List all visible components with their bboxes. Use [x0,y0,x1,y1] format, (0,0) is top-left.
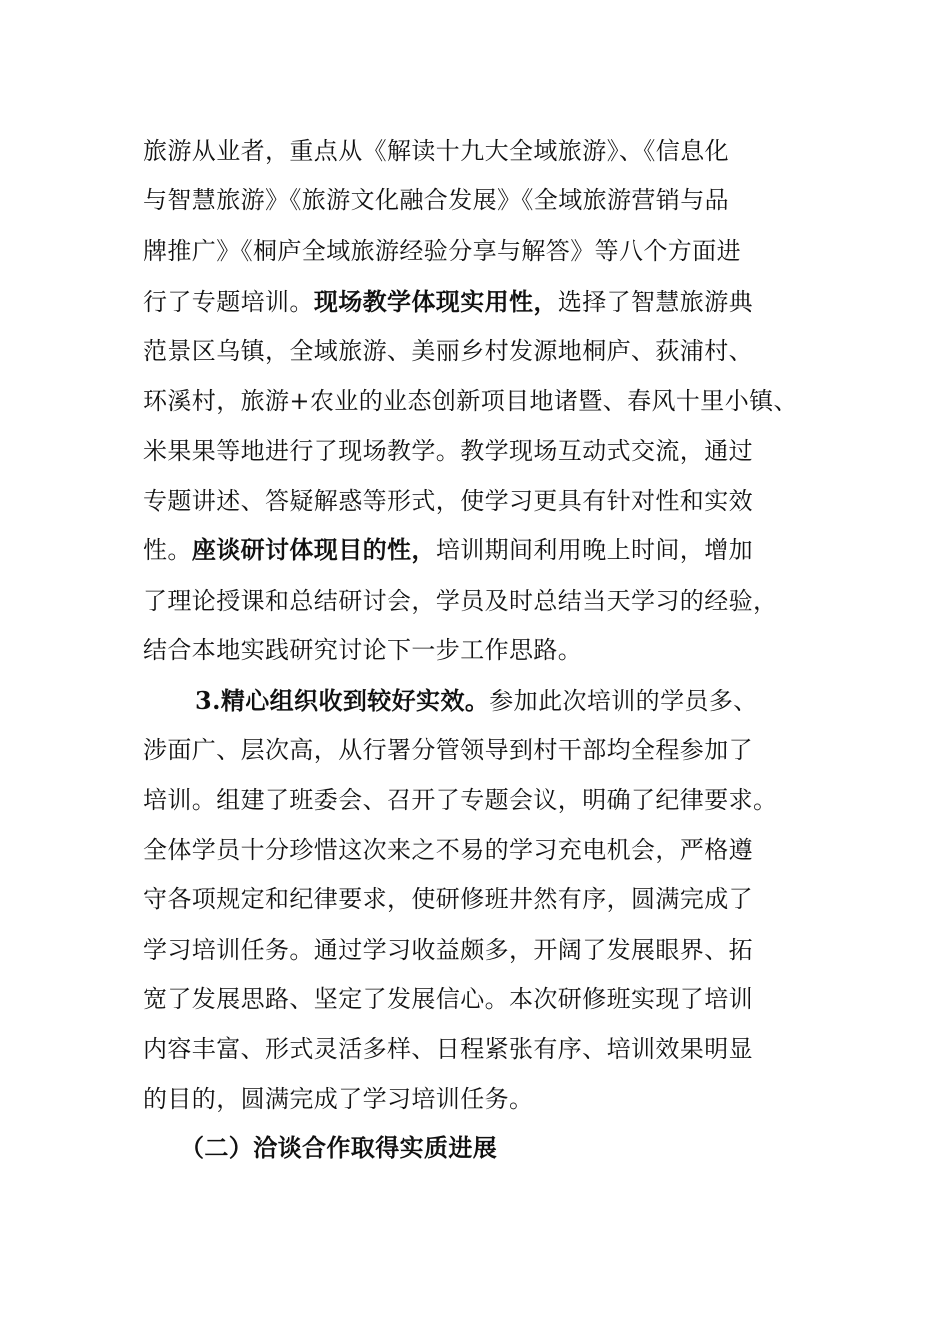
text-run: 专题讲述、答疑解惑等形式，使学习更具有针对性和实效 [143,487,753,515]
text-run: 了理论授课和总结研讨会，学员及时总结当天学习的经验， [143,587,778,615]
text-line [143,783,777,817]
text-line [143,882,753,916]
text-run: 守各项规定和纪律要求，使研修班井然有序，圆满完成了 [143,885,753,913]
text-run: 与智慧旅游》《旅游文化融合发展》《全域旅游营销与品 [143,186,729,214]
text-run: 培训期间利用晚上时间，增加 [435,536,754,564]
text-line [143,633,582,667]
text-line [143,334,753,368]
text-line [143,584,777,618]
section-heading [180,1131,497,1165]
text-run: 范景区乌镇，全域旅游、美丽乡村发源地桐庐、荻浦村、 [143,337,753,365]
text-line [143,1032,753,1066]
text-line [143,982,753,1016]
text-run: 选择了智慧旅游典 [557,288,754,316]
text-run: 全体学员十分珍惜这次来之不易的学习充电机会，严格遵 [143,836,753,864]
text-line [143,434,753,468]
text-line [143,533,753,567]
text-run: 性。 [143,536,192,564]
text-line [195,684,758,718]
text-run: 宽了发展思路、坚定了发展信心。本次研修班实现了培训 [143,985,753,1013]
bold-run: 3.精心组织收到较好实效。 [195,686,490,715]
text-run: 学习培训任务。通过学习收益颇多，开阔了发展眼界、拓 [143,936,753,964]
text-run: 参加此次培训的学员多、 [489,687,758,715]
text-line [143,1082,533,1116]
text-line [143,733,753,767]
text-run: 旅游从业者，重点从《解读十九大全域旅游》、《信息化 [143,137,729,165]
text-run: 的目的，圆满完成了学习培训任务。 [143,1085,534,1113]
text-run: 内容丰富、形式灵活多样、日程紧张有序、培训效果明显 [143,1035,753,1063]
text-run: 牌推广》《桐庐全域旅游经验分享与解答》等八个方面进 [143,237,741,265]
bold-run: 现场教学体现实用性， [313,287,558,316]
bold-run: 座谈研讨体现目的性， [191,535,436,564]
text-run: 环溪村，旅游+农业的业态创新项目地诸暨、春风十里小镇、 [143,387,798,415]
text-line [143,384,798,418]
heading-text: （二）洽谈合作取得实质进展 [180,1133,498,1162]
text-line [143,484,753,518]
text-line [143,134,729,168]
text-line [143,285,753,319]
text-line [143,933,753,967]
text-run: 米果果等地进行了现场教学。教学现场互动式交流，通过 [143,437,753,465]
text-line [143,833,753,867]
text-run: 涉面广、层次高，从行署分管领导到村干部均全程参加了 [143,736,753,764]
text-line [143,183,729,217]
text-run: 培训。组建了班委会、召开了专题会议，明确了纪律要求。 [143,786,778,814]
text-line [143,234,741,268]
text-run: 结合本地实践研究讨论下一步工作思路。 [143,636,583,664]
text-run: 行了专题培训。 [143,288,314,316]
